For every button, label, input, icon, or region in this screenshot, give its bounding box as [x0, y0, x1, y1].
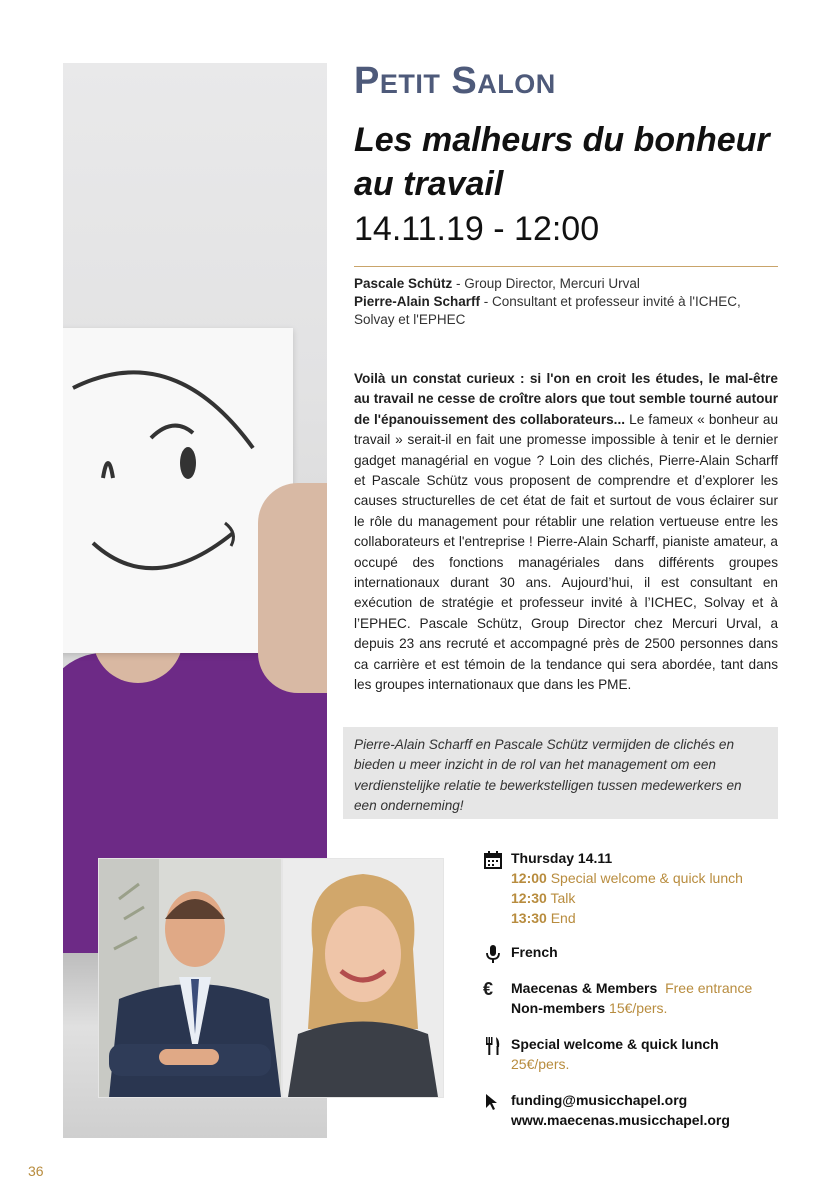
- hero-hand: [258, 483, 327, 693]
- practical-info: [483, 848, 813, 1130]
- fork-knife-icon: [483, 1036, 503, 1056]
- schedule-day: Thursday 14.11: [511, 850, 613, 866]
- lunch-block: [483, 1034, 813, 1074]
- schedule-label: Talk: [546, 890, 576, 906]
- speaker-name: Pierre-Alain Scharff: [354, 294, 481, 309]
- language-label: French: [511, 944, 558, 960]
- nonmembers-price: 15€/pers.: [605, 1000, 668, 1016]
- event-subtitle: Les malheurs du bonheur au travail: [354, 121, 770, 203]
- schedule-row: [511, 868, 813, 888]
- lunch-label: Special welcome & quick lunch: [511, 1036, 719, 1052]
- portrait-pierre-alain: [98, 858, 282, 1098]
- schedule-time: 12:30: [511, 890, 547, 906]
- speaker-role: - Consultant et professeur invité à l'ICHEC, Solvay et l'EPHEC: [354, 294, 741, 327]
- schedule-row: [511, 888, 813, 908]
- schedule-block: [483, 848, 813, 928]
- portrait-woman-image: [283, 859, 443, 1097]
- microphone-icon: [483, 944, 503, 964]
- schedule-label: End: [546, 910, 576, 926]
- schedule-time: 13:30: [511, 910, 547, 926]
- cursor-icon: [483, 1092, 503, 1112]
- speaker-name: Pascale Schütz: [354, 276, 453, 291]
- portrait-man-image: [99, 859, 281, 1097]
- speaker-line: [354, 275, 784, 293]
- event-datetime: 14.11.19 - 12:00: [354, 210, 600, 248]
- speaker-role: - Group Director, Mercuri Urval: [452, 276, 640, 291]
- calendar-icon: [483, 850, 503, 870]
- euro-icon: €: [483, 979, 494, 999]
- members-price: Free entrance: [665, 980, 753, 996]
- lunch-price: 25€/pers.: [511, 1056, 570, 1072]
- event-description: [354, 369, 778, 696]
- pricing-block: [483, 978, 813, 1018]
- schedule-label: Special welcome & quick lunch: [546, 870, 743, 886]
- contact-website[interactable]: www.maecenas.musicchapel.org: [511, 1112, 730, 1128]
- schedule-time: 12:00: [511, 870, 547, 886]
- dutch-summary: Pierre-Alain Scharff en Pascale Schütz vermijden de clichés en bieden u meer inzicht in de rol van het management om een verdienstelijke relatie te bewerkstelligen tussen medewerkers en een onderneming!: [354, 737, 742, 814]
- schedule-row: [511, 908, 813, 928]
- speakers-list: [354, 275, 784, 329]
- description-intro: Voilà un constat curieux : si l'on en croit les études, le mal-être au travail ne cesse de croître alors que tout semble tourné autour de l'épanouissement des collaborateurs...: [354, 371, 778, 427]
- page-title: Petit Salon: [354, 60, 556, 102]
- contact-block: [483, 1090, 813, 1130]
- portrait-pascale: [282, 858, 444, 1098]
- description-text: Le fameux « bonheur au travail » serait-il en fait une promesse impossible à tenir et le dernier gadget managérial en vogue ? Loin des clichés, Pierre-Alain Scharff et Pascale Schütz vous proposent de comprendre et d’explorer les causes structurelles de cet état de fait et surtout de vous éclairer sur le rôle du management pour rétablir une relation vertueuse entre les collaborateurs et l'entreprise ! Pierre-Alain Scharff, pianiste amateur, a occupé des fonctions managériales dans différents groupes internationaux durant 30 ans. Aujourd’hui, il est consultant en exécution de stratégie et professeur invité à l’ICHEC, Solvay et à l’EPHEC. Pascale Schütz, Group Director chez Mercuri Urval, a depuis 23 ans recruté et accompagné près de 2500 personnes dans ca carrière et est témoin de la tendance qui sera abordée, tant dans les groupes internationaux que dans les PME.: [354, 411, 779, 693]
- contact-email[interactable]: funding@musicchapel.org: [511, 1092, 688, 1108]
- members-label: Maecenas & Members: [511, 980, 658, 996]
- nonmembers-label: Non-members: [511, 1000, 606, 1016]
- page-number: 36: [28, 1163, 44, 1179]
- speaker-line: [354, 293, 784, 329]
- dutch-summary-box: [343, 727, 778, 819]
- divider: [354, 266, 778, 267]
- language-block: [483, 942, 813, 962]
